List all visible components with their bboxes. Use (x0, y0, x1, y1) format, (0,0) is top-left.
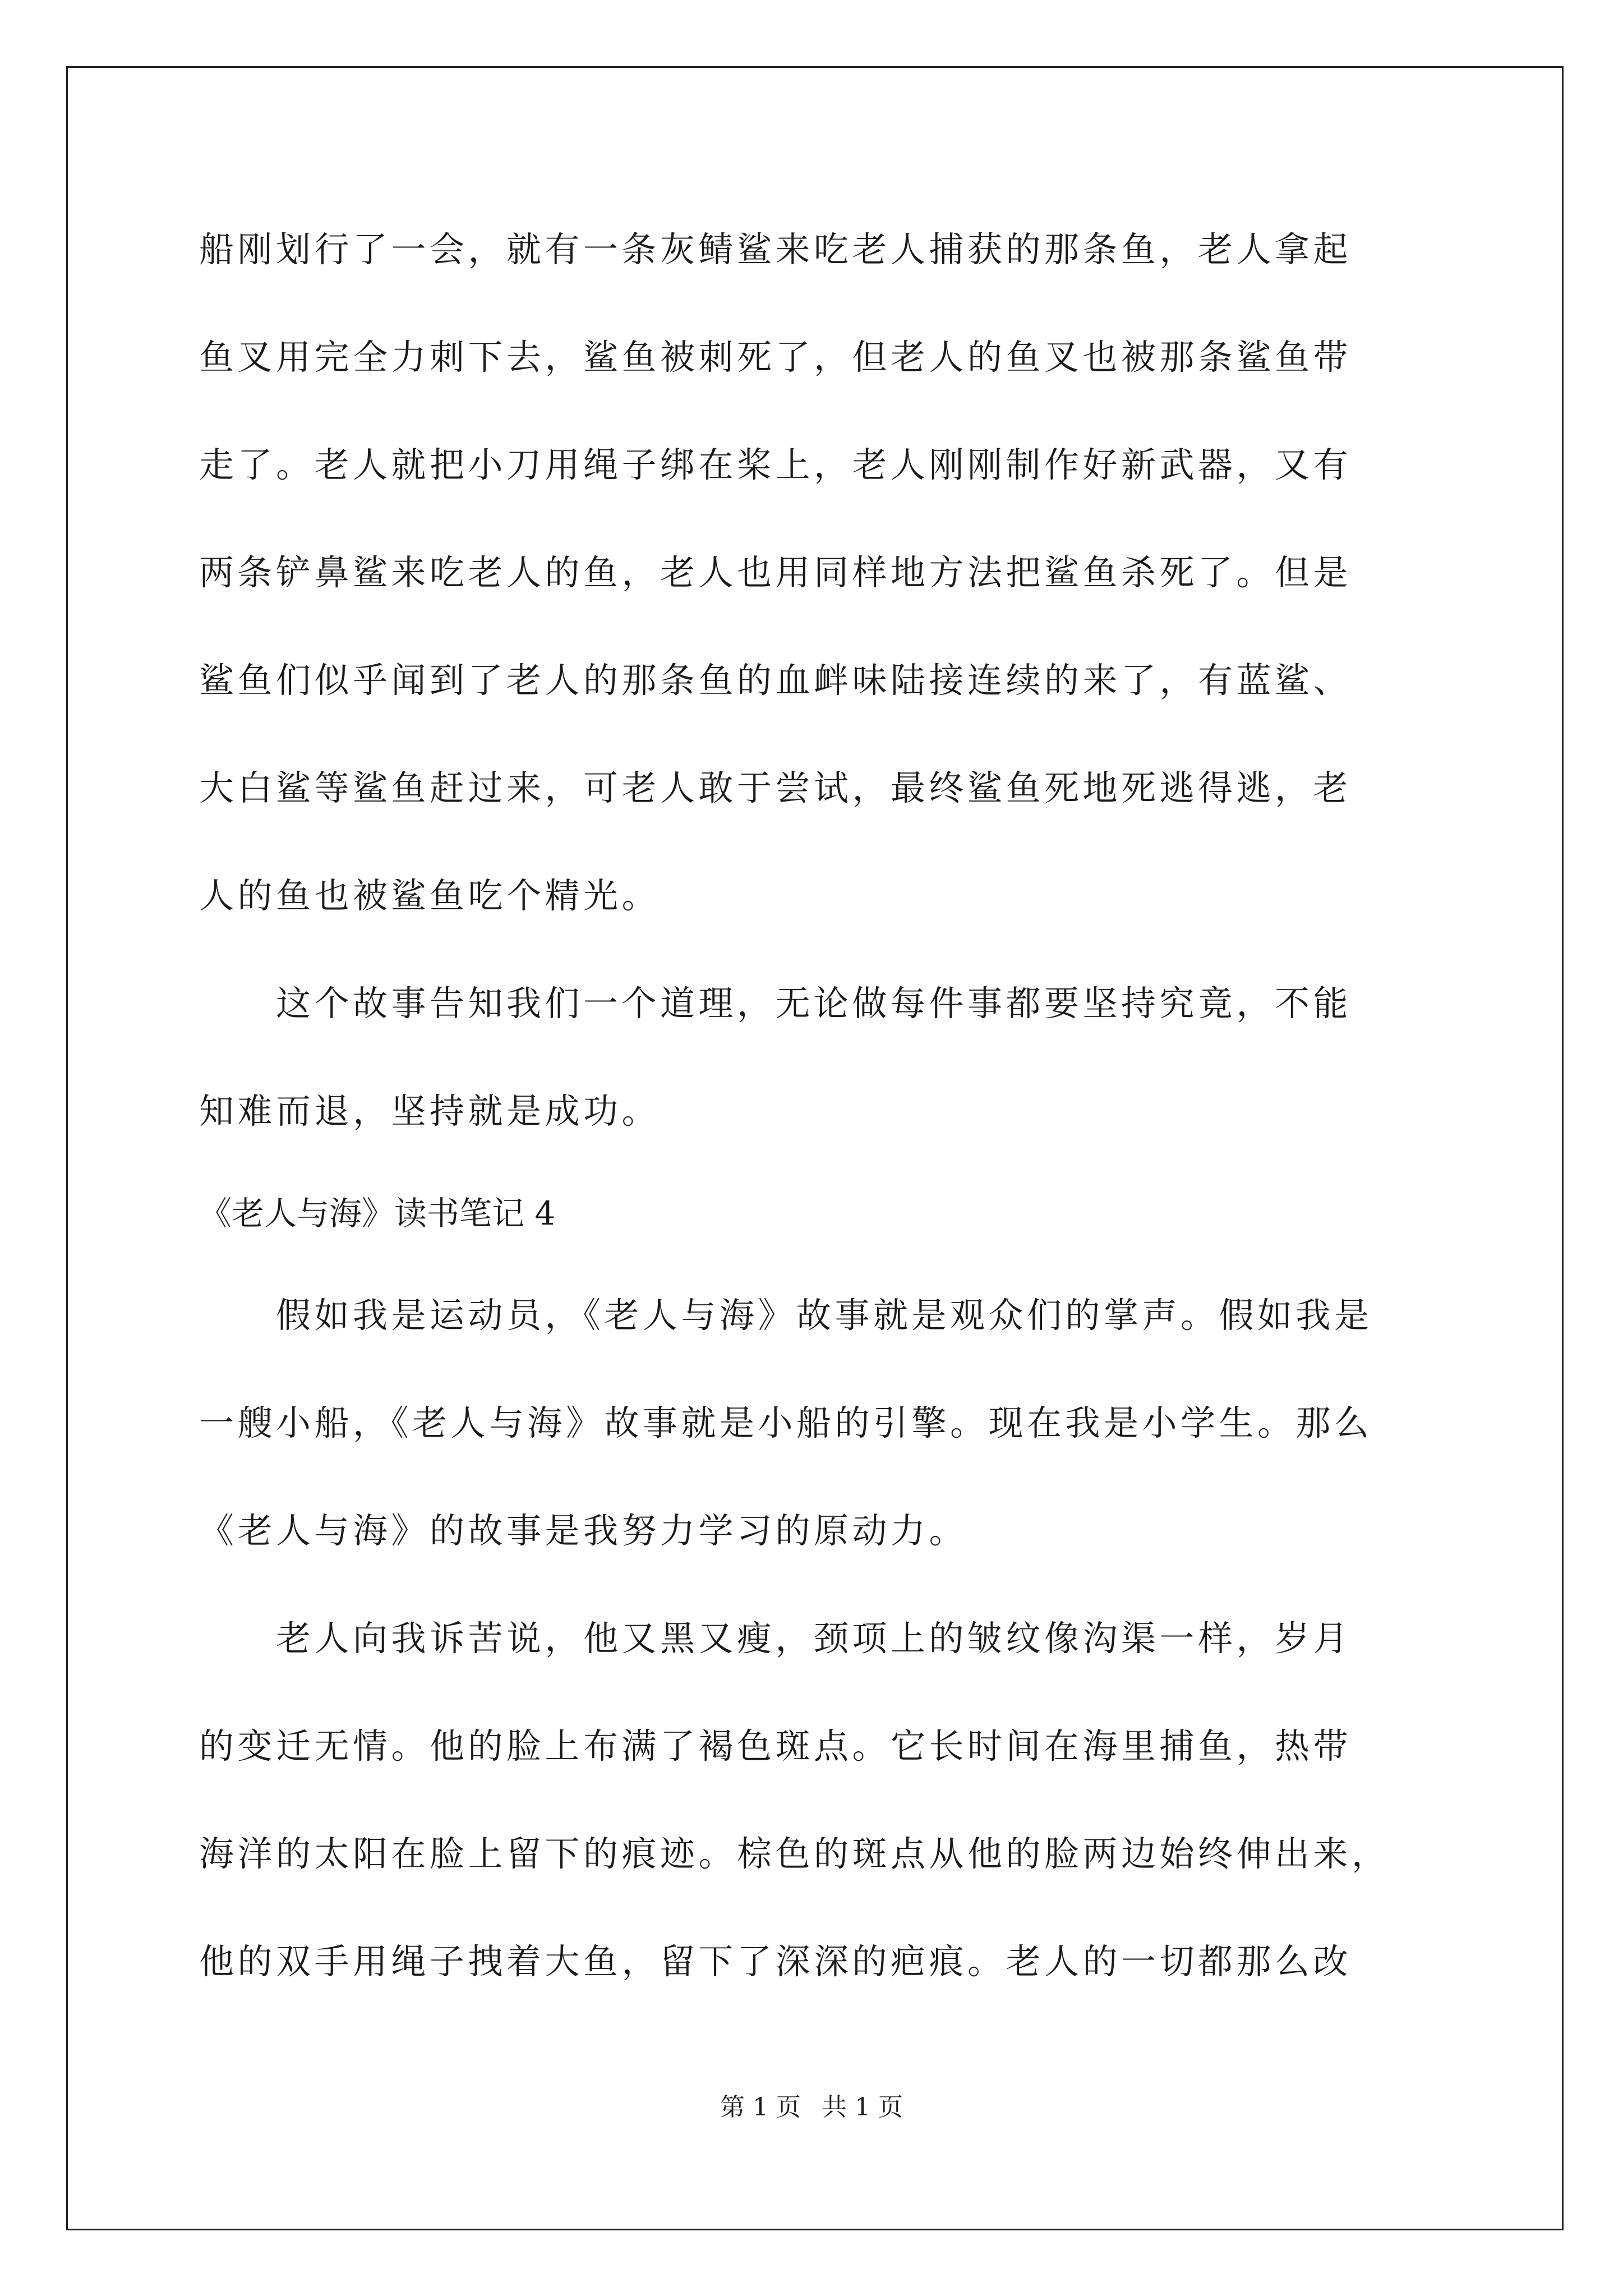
page-total: 共 1 页 (822, 2093, 903, 2122)
body-line: 一艘小船，《老人与海》故事就是小船的引擎。现在我是小学生。那么 (199, 1402, 1373, 1443)
section-heading: 《老人与海》读书笔记 4 (199, 1194, 556, 1232)
body-line: 走了。老人就把小刀用绳子绑在桨上，老人刚刚制作好新武器，又有 (199, 444, 1352, 485)
body-line: 老人向我诉苦说，他又黑又瘦，颈项上的皱纹像沟渠一样，岁月 (199, 1618, 1352, 1659)
body-line: 这个故事告知我们一个道理，无论做每件事都要坚持究竟，不能 (199, 983, 1352, 1024)
body-line: 两条铲鼻鲨来吃老人的鱼，老人也用同样地方法把鲨鱼杀死了。但是 (199, 552, 1352, 593)
body-line: 的变迁无情。他的脸上布满了褐色斑点。它长时间在海里捕鱼，热带 (199, 1726, 1352, 1766)
page-border (66, 66, 1564, 2230)
body-line: 人的鱼也被鲨鱼吃个精光。 (199, 875, 661, 916)
page-number: 第 1 页 (720, 2093, 801, 2122)
body-line: 知难而退，坚持就是成功。 (199, 1091, 661, 1131)
body-line: 大白鲨等鲨鱼赶过来，可老人敢于尝试，最终鲨鱼死地死逃得逃，老 (199, 767, 1352, 808)
body-line: 鲨鱼们似乎闻到了老人的那条鱼的血衅味陆接连续的来了，有蓝鲨、 (199, 660, 1352, 701)
body-line: 假如我是运动员，《老人与海》故事就是观众们的掌声。假如我是 (199, 1295, 1373, 1336)
body-line: 他的双手用绳子拽着大鱼，留下了深深的疤痕。老人的一切都那么改 (199, 1941, 1352, 1982)
body-line: 船刚划行了一会，就有一条灰鲭鲨来吃老人捕获的那条鱼，老人拿起 (199, 229, 1352, 270)
body-line: 《老人与海》的故事是我努力学习的原动力。 (199, 1510, 968, 1551)
body-line: 海洋的太阳在脸上留下的痕迹。棕色的斑点从他的脸两边始终伸出来， (199, 1833, 1390, 1874)
body-line: 鱼叉用完全力刺下去，鲨鱼被刺死了，但老人的鱼叉也被那条鲨鱼带 (199, 337, 1352, 378)
page-footer (0, 2093, 1623, 2122)
